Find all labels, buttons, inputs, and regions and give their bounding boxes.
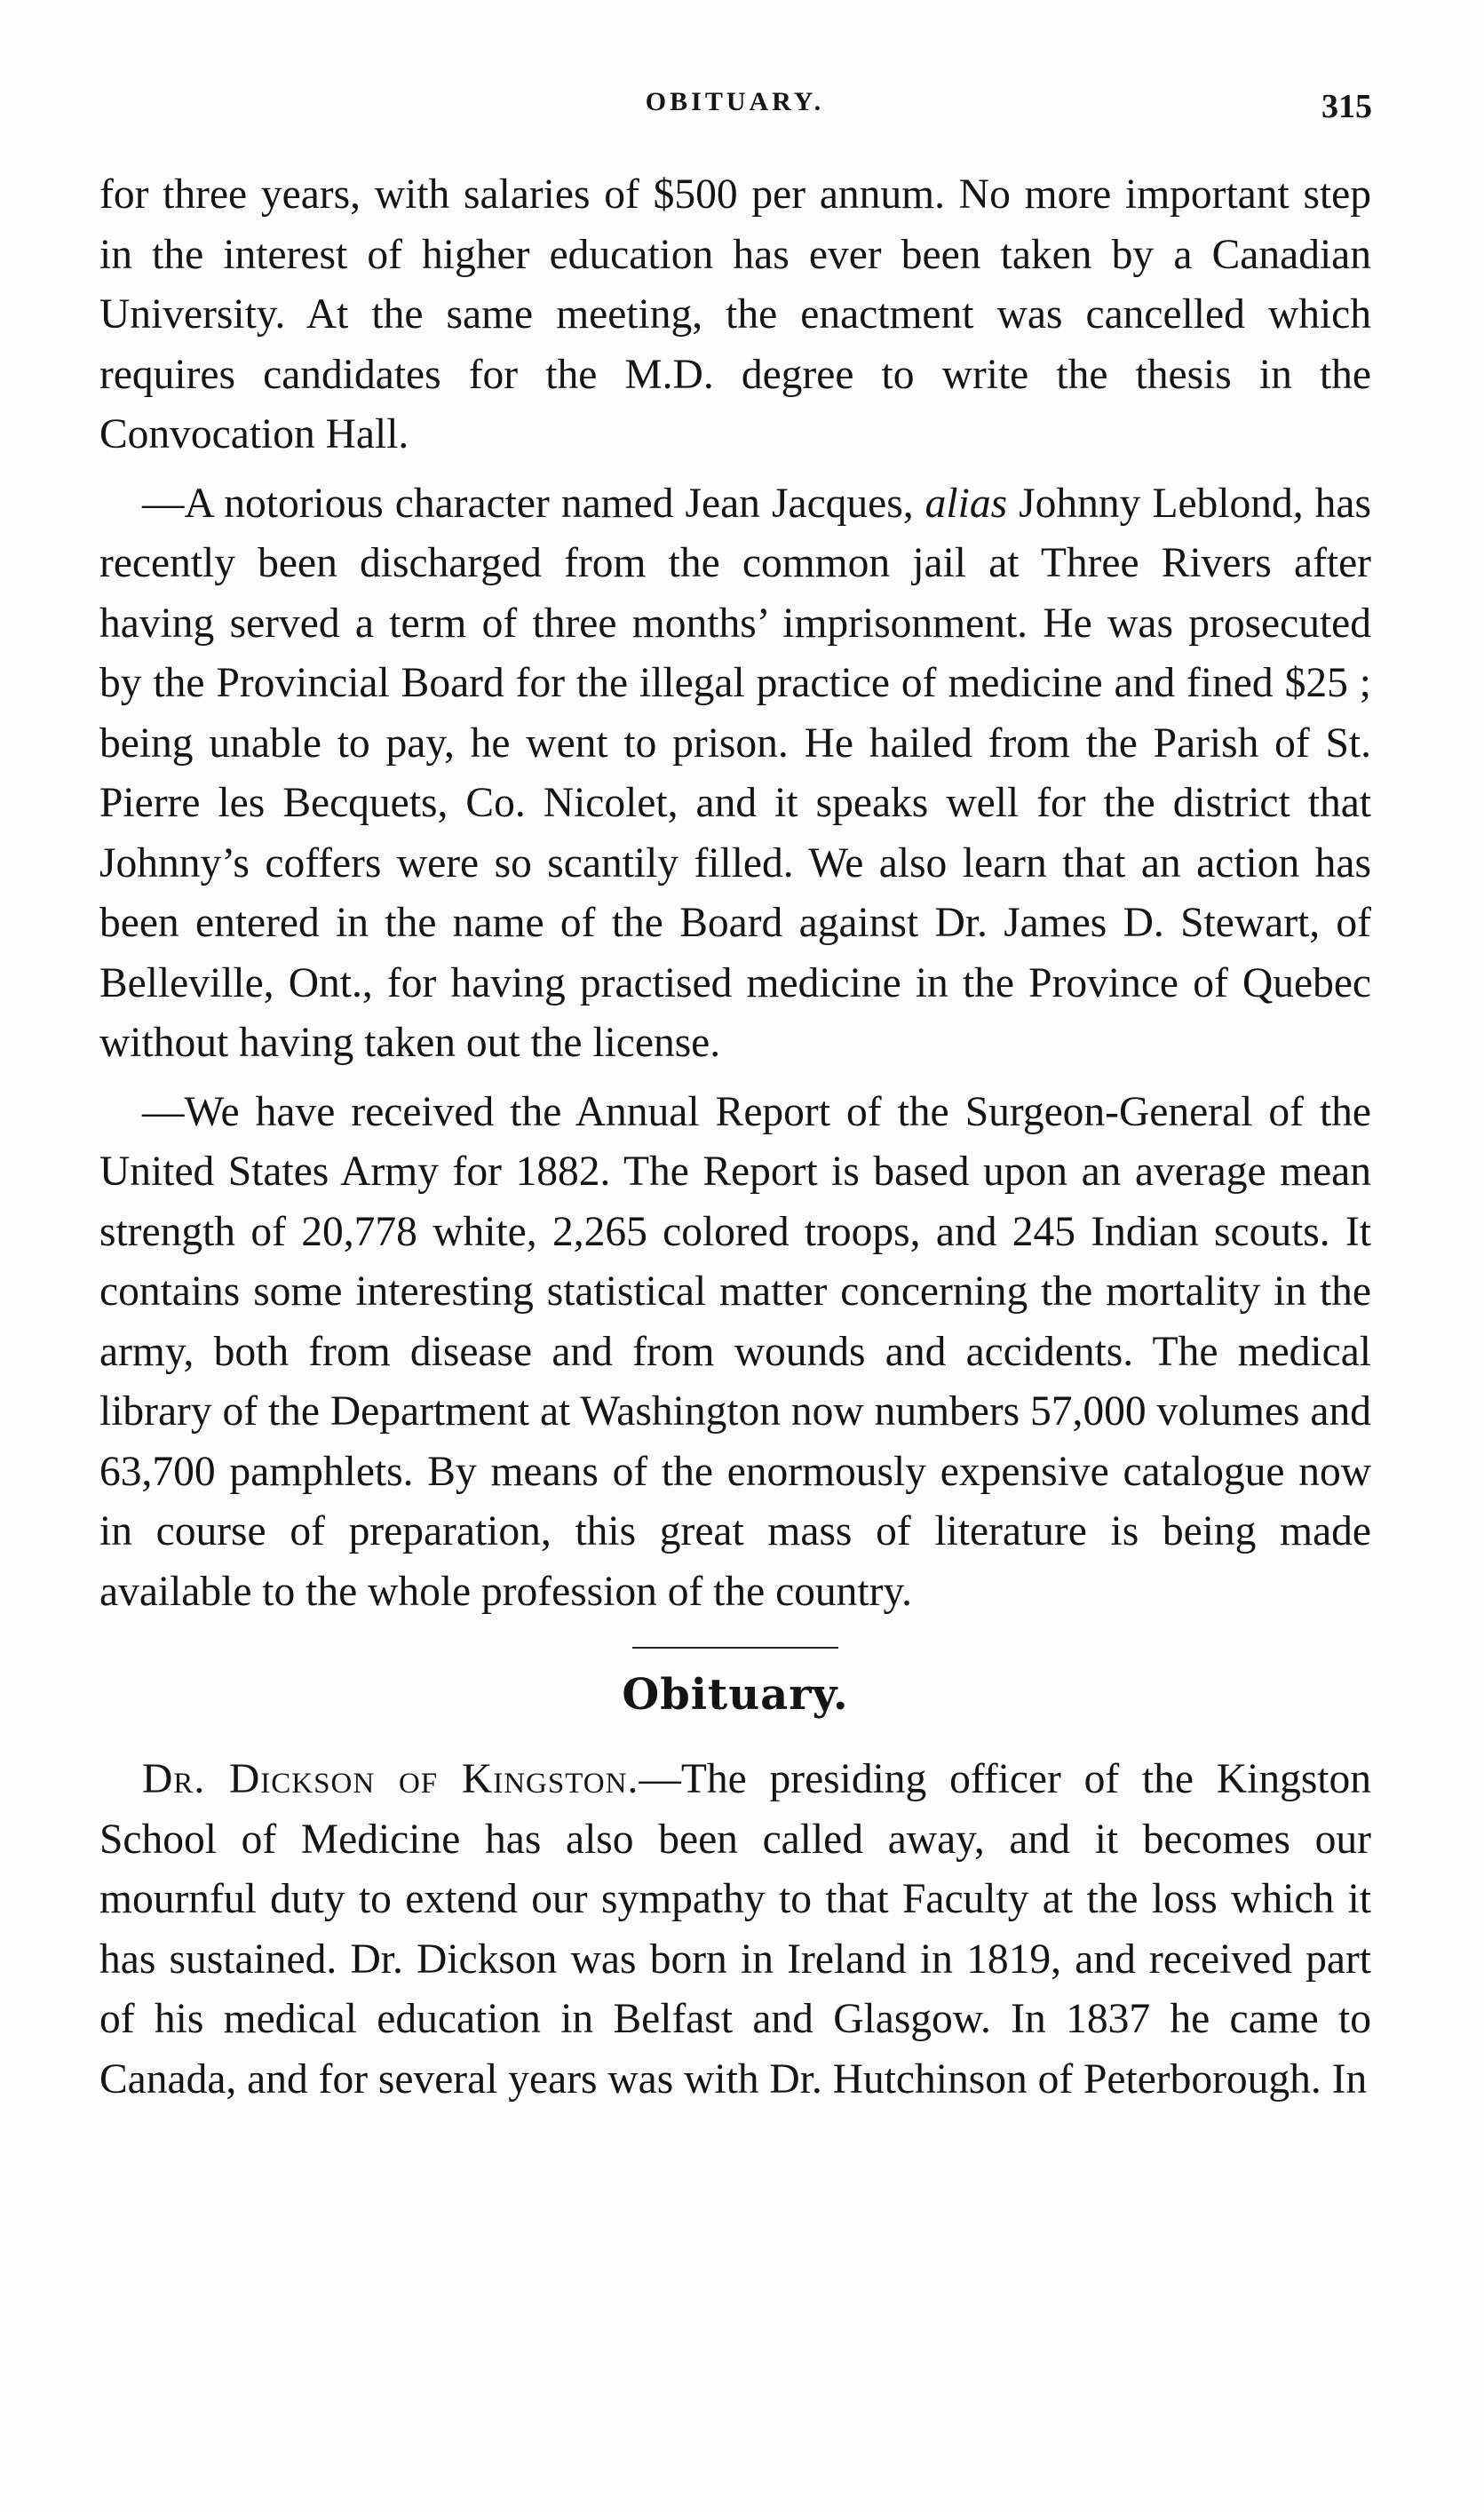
page-number: 315 <box>1321 88 1372 125</box>
body-text <box>99 165 1371 2110</box>
obituary-text: —The presiding officer of the Kingston School of Medicine has also been called away, and it becomes our mournful duty to extend our sympathy to that Faculty at the loss which it has sustained. Dr. Dickson was born in Ireland in 1819, and received part of his medical education in Belfast and Glasgow. In 1837 he came to Canada, and for several years was with Dr. Hutchinson of Peterborough. In <box>99 1756 1371 2103</box>
paragraph-university-news: for three years, with salaries of $500 per annum. No more important step in the interest of higher education has ever been taken by a Canadian University. At the same meeting, the enactment was cancelled which requires candidates for the M.D. degree to write the thesis in the Convocation Hall. <box>99 171 1371 457</box>
paragraph-surgeon-general-report: —We have received the Annual Report of the Surgeon-General of the United States Army for 1882. The Report is based upon an average mean strength of 20,778 white, 2,265 colored troops, and 245 Indian scouts. It contains some interesting statistical matter concerning the mortality in the army, both from disease and from wounds and accidents. The medical library of the Department at Washington now numbers 57,000 volumes and 63,700 pamphlets. By means of the enormously expensive catalogue now in course of preparation, this great mass of literature is being made available to the whole profession of the country. <box>99 1088 1371 1615</box>
paragraph-jean-jacques <box>99 474 1371 1074</box>
italic-alias: alias <box>925 480 1008 527</box>
obituary-name: Dr. Dickson of Kingston. <box>142 1756 639 1802</box>
obituary-heading: Obituary. <box>622 1670 849 1720</box>
paragraph-jean-jacques-rest: Johnny Leblond, has recently been discharged from the common jail at Three Rivers after having served a term of three months’ imprisonment. He was prosecuted by the Provincial Board for the illegal practice of medicine and fined $25 ; being unable to pay, he went to prison. He hailed from the Parish of St. Pierre les Becquets, Co. Nicolet, and it speaks well for the district that Johnny’s coffers were so scantily filled. We also learn that an action has been entered in the name of the Board against Dr. James D. Stewart, of Belleville, Ont., for having practised medicine in the Province of Quebec without having taken out the license. <box>99 480 1371 1066</box>
paragraph-obituary-dickson <box>99 1750 1371 2110</box>
paragraph-jean-jacques-lead: —A notorious character named Jean Jacques, <box>142 480 925 527</box>
running-title: OBITUARY. <box>645 87 825 116</box>
running-head <box>98 87 1372 140</box>
section-divider <box>632 1647 838 1649</box>
